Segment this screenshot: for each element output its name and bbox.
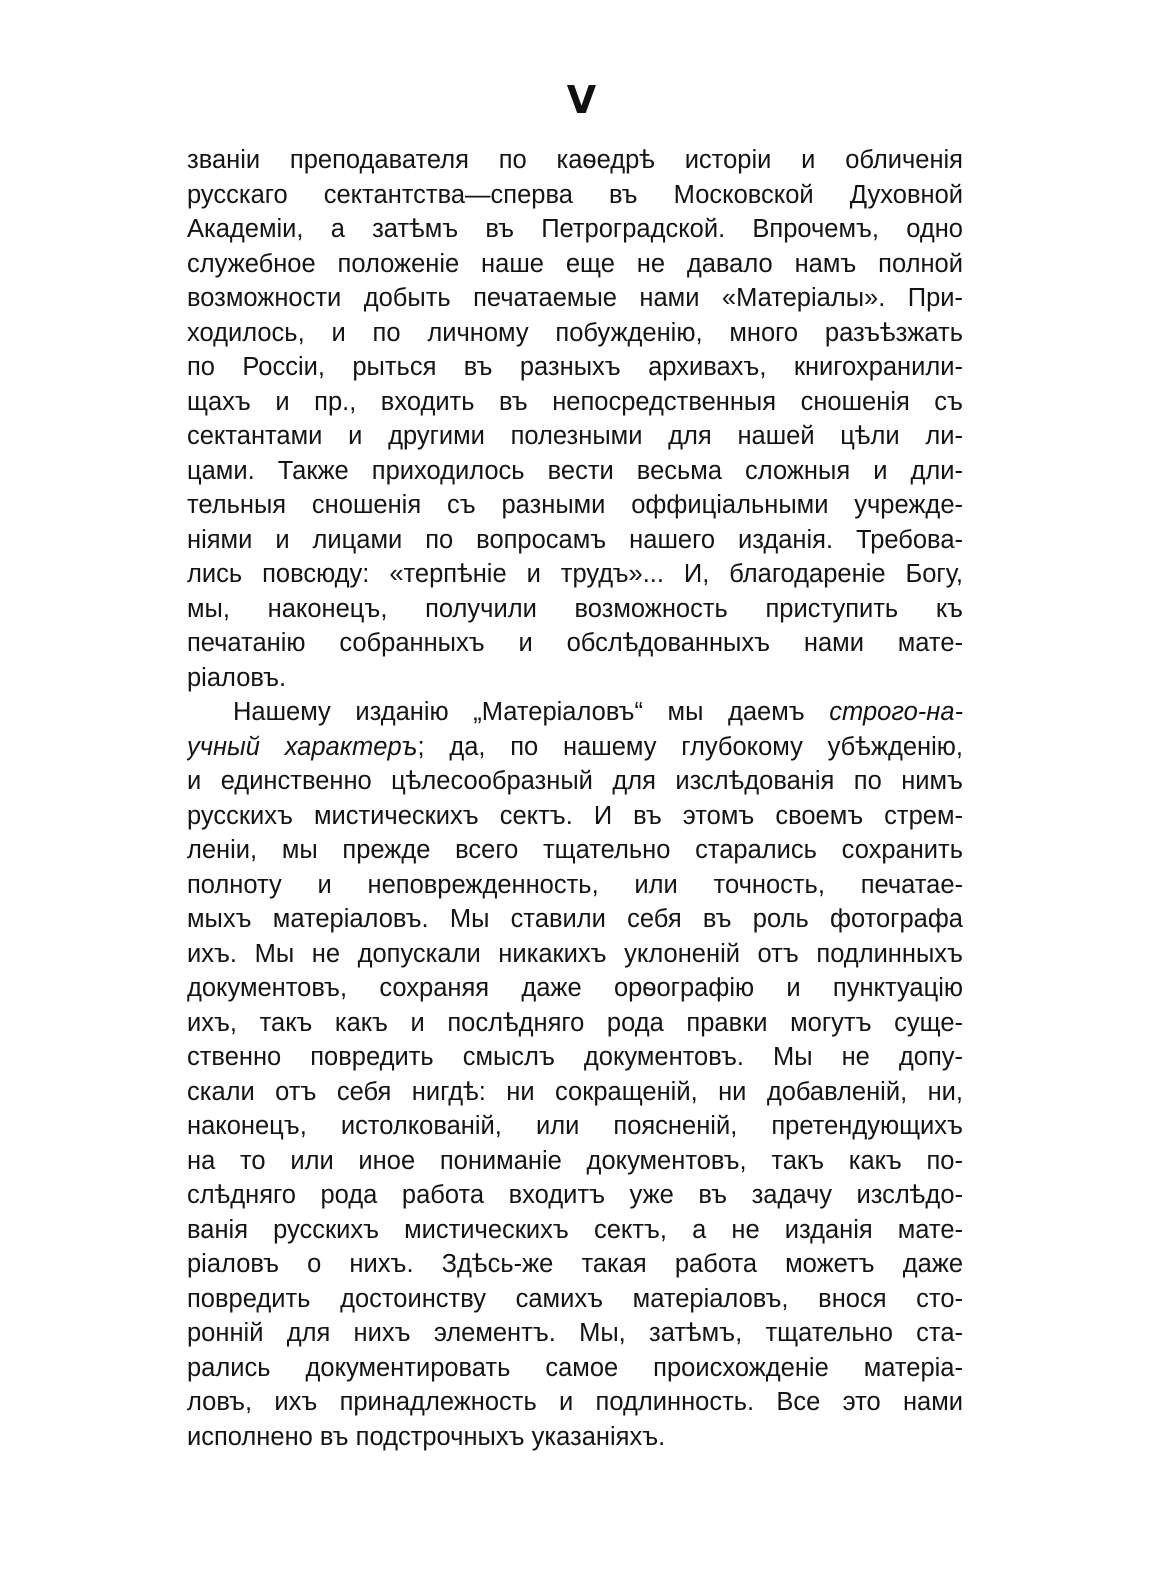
text-line: званіи преподавателя по каѳедрѣ исторіи и обличенія xyxy=(187,146,963,174)
text-line: и единственно цѣлесообразный для изслѣдованія по нимъ xyxy=(187,767,963,795)
italic-emphasis: строго-на- xyxy=(829,698,963,726)
text-line: исполнено въ подстрочныхъ указаніяхъ. xyxy=(187,1422,666,1451)
italic-emphasis: учный характеръ xyxy=(187,732,418,761)
text-line: русскихъ мистическихъ сектъ. И въ этомъ своемъ стрем- xyxy=(187,801,963,830)
text-line: возможности добыть печатаемые нами «Матеріалы». При- xyxy=(187,284,963,312)
body-text xyxy=(187,143,963,1454)
text-line: наконецъ, истолкованій, или поясненій, претендующихъ xyxy=(187,1112,963,1140)
text-line: ріаловъ. xyxy=(187,663,287,692)
text-line: русскаго сектантства—сперва въ Московской Духовной xyxy=(187,180,963,209)
text-line: лись повсюду: «терпѣніе и трудъ»... И, благодареніе Богу, xyxy=(187,560,963,588)
text-line: мы, наконецъ, получили возможность приступить къ xyxy=(187,594,963,623)
text-line: по Россіи, рыться въ разныхъ архивахъ, книгохранили- xyxy=(187,353,963,381)
text-line: ихъ, такъ какъ и послѣдняго рода правки могутъ суще- xyxy=(187,1008,963,1037)
text-line xyxy=(187,695,963,730)
paragraph-2 xyxy=(187,695,963,1454)
text-line: полноту и неповрежденность, или точность, печатае- xyxy=(187,870,963,899)
text-line: на то или иное пониманіе документовъ, такъ какъ по- xyxy=(187,1146,963,1175)
text-line: цами. Также приходилось вести весьма сложныя и дли- xyxy=(187,456,963,485)
text-line: ственно повредить смыслъ документовъ. Мы не допу- xyxy=(187,1043,963,1071)
text-line: ходилось, и по личному побужденію, много разъѣзжать xyxy=(187,318,963,347)
text-line: повредить достоинству самихъ матеріаловъ, внося сто- xyxy=(187,1284,963,1313)
text-line: ихъ. Мы не допускали никакихъ уклоненій отъ подлинныхъ xyxy=(187,939,963,968)
text-line: ніями и лицами по вопросамъ нашего изданія. Требова- xyxy=(187,525,963,554)
text-line: рались документировать самое происхожденіе матеріа- xyxy=(187,1353,963,1382)
text-line: слѣдняго рода работа входитъ уже въ задачу изслѣдо- xyxy=(187,1181,963,1209)
text-line: леніи, мы прежде всего тщательно старались сохранить xyxy=(187,836,963,864)
text-line: ловъ, ихъ принадлежность и подлинность. Все это нами xyxy=(187,1388,963,1416)
text-run: ; да, по нашему глубокому убѣжденію, xyxy=(417,732,963,761)
text-line xyxy=(187,730,963,765)
text-line: ванія русскихъ мистическихъ сектъ, а не изданія мате- xyxy=(187,1215,963,1244)
text-line: служебное положеніе наше еще не давало намъ полной xyxy=(187,249,963,278)
page-number: V xyxy=(566,78,597,122)
text-line: документовъ, сохраняя даже орѳографію и пунктуацію xyxy=(187,974,963,1002)
text-line: мыхъ матеріаловъ. Мы ставили себя въ роль фотографа xyxy=(187,905,963,933)
text-line: сектантами и другими полезными для нашей цѣли ли- xyxy=(187,422,963,450)
text-run: Нашему изданію „Матеріаловъ“ мы даемъ xyxy=(233,698,830,726)
paragraph-1 xyxy=(187,143,963,695)
text-line: ронній для нихъ элементъ. Мы, затѣмъ, тщательно ста- xyxy=(187,1319,963,1347)
text-line: тельныя сношенія съ разными оффиціальными учрежде- xyxy=(187,491,963,519)
text-line: скали отъ себя нигдѣ: ни сокращеній, ни добавленій, ни, xyxy=(187,1077,963,1106)
text-line: ріаловъ о нихъ. Здѣсь-же такая работа можетъ даже xyxy=(187,1250,963,1278)
text-line: Академіи, а затѣмъ въ Петроградской. Впрочемъ, одно xyxy=(187,215,963,243)
text-line: щахъ и пр., входить въ непосредственныя сношенія съ xyxy=(187,387,963,416)
text-line: печатанію собранныхъ и обслѣдованныхъ нами мате- xyxy=(187,629,963,657)
